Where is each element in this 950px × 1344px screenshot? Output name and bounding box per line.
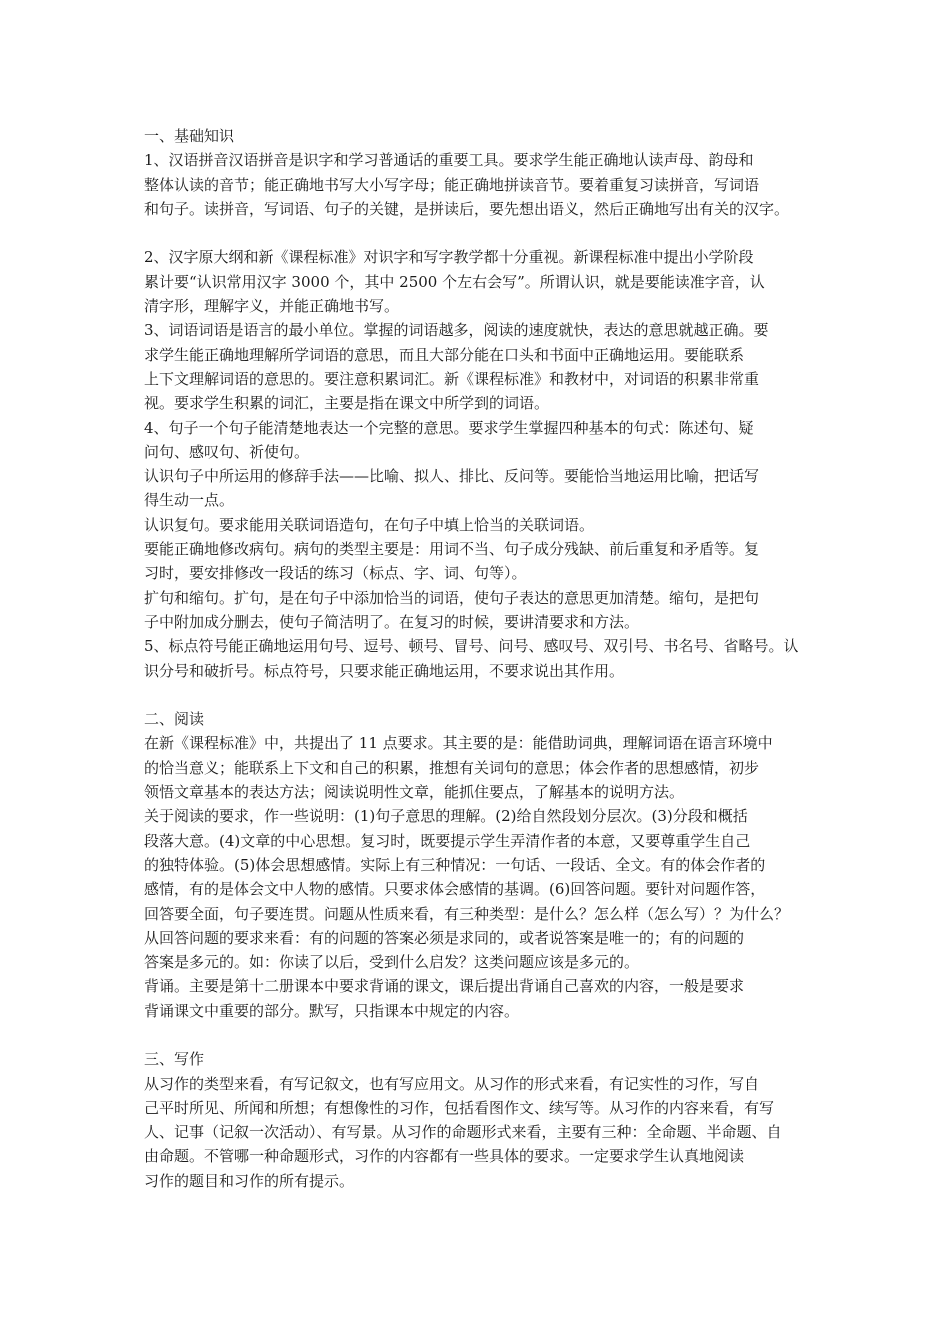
paragraph-line: 3、词语词语是语言的最小单位。掌握的词语越多，阅读的速度就快，表达的意思就越正确。要 [144,321,769,340]
paragraph-line: 关于阅读的要求，作一些说明：(1)句子意思的理解。(2)给自然段划分层次。(3)分段和概括 [144,807,748,826]
paragraph-line: 视。要求学生积累的词汇，主要是指在课文中所学到的词语。 [144,394,550,413]
section-heading: 三、写作 [144,1050,205,1069]
paragraph-line: 习作的题目和习作的所有提示。 [144,1171,355,1190]
paragraph-line: 扩句和缩句。扩句，是在句子中添加恰当的词语，使句子表达的意思更加清楚。缩句，是把句 [144,588,760,607]
paragraph-line: 在新《课程标准》中，共提出了 11 点要求。其主要的是：能借助词典，理解词语在语言环境中 [144,734,773,753]
paragraph-line: 背诵课文中重要的部分。默写，只指课本中规定的内容。 [144,1001,520,1020]
section-heading: 一、基础知识 [144,127,235,145]
blank-line [144,1023,824,1047]
paragraph-line: 由命题。不管哪一种命题形式，习作的内容都有一些具体的要求。一定要求学生认真地阅读 [144,1147,745,1166]
blank-line [144,683,824,707]
paragraph-line: 4、句子一个句子能清楚地表达一个完整的意思。要求学生掌握四种基本的句式：陈述句、疑 [144,418,754,437]
paragraph-line: 背诵。主要是第十二册课本中要求背诵的课文，课后提出背诵自己喜欢的内容，一般是要求 [144,977,745,996]
paragraph-line: 要能正确地修改病句。病句的类型主要是：用词不当、句子成分残缺、前后重复和矛盾等。复 [144,540,760,559]
paragraph-line: 子中附加成分删去，使句子简洁明了。在复习的时候，要讲清要求和方法。 [144,612,640,631]
paragraph-line: 己平时所见、所闻和所想；有想像性的习作，包括看图作文、续写等。从习作的内容来看，有写 [144,1098,775,1117]
section-heading: 二、阅读 [144,710,205,729]
paragraph-line: 上下文理解词语的意思的。要注意积累词汇。新《课程标准》和教材中，对词语的积累非常重 [144,369,760,388]
paragraph-line: 整体认读的音节；能正确地书写大小写字母；能正确地拼读音节。要着重复习读拼音，写词语 [144,175,760,194]
paragraph-line: 的独特体验。(5)体会思想感情。实际上有三种情况：一句话、一段话、全文。有的体会作者的 [144,855,766,874]
paragraph-line: 5、标点符号能正确地运用句号、逗号、顿号、冒号、问号、感叹号、双引号、书名号、省略号。认 [144,637,799,656]
blank-line [144,221,824,245]
paragraph-line: 回答要全面，句子要连贯。问题从性质来看，有三种类型：是什么？怎么样（怎么写）？为什么？ [144,904,790,923]
paragraph-line: 问句、感叹句、祈使句。 [144,442,310,461]
paragraph-line: 习时，要安排修改一段话的练习（标点、字、词、句等）。 [144,564,527,583]
paragraph-line: 2、汉字原大纲和新《课程标准》对识字和写字教学都十分重视。新课程标准中提出小学阶段 [144,248,754,267]
paragraph-line: 和句子。读拼音，写词语、句子的关键，是拼读后，要先想出语义，然后正确地写出有关的汉字。 [144,199,790,218]
paragraph-line: 求学生能正确地理解所学词语的意思，而且大部分能在口头和书面中正确地运用。要能联系 [144,345,745,364]
paragraph-line: 1、汉语拼音汉语拼音是识字和学习普通话的重要工具。要求学生能正确地认读声母、韵母和 [144,151,754,170]
document-page [144,124,824,1193]
paragraph-line: 识分号和破折号。标点符号，只要求能正确地运用，不要求说出其作用。 [144,661,625,680]
paragraph-line: 从回答问题的要求来看：有的问题的答案必须是求同的，或者说答案是唯一的；有的问题的 [144,928,745,947]
paragraph-line: 感情，有的是体会文中人物的感情。只要求体会感情的基调。(6)回答问题。要针对问题作答， [144,880,766,899]
paragraph-line: 认识句子中所运用的修辞手法——比喻、拟人、排比、反问等。要能恰当地运用比喻，把话写 [144,467,760,486]
paragraph-line: 认识复句。要求能用关联词语造句，在句子中填上恰当的关联词语。 [144,515,595,534]
paragraph-line: 清字形，理解字义，并能正确地书写。 [144,297,400,316]
paragraph-line: 答案是多元的。如：你读了以后，受到什么启发？这类问题应该是多元的。 [144,953,640,972]
paragraph-line: 人、记事（记叙一次活动）、有写景。从习作的命题形式来看，主要有三种：全命题、半命题、自 [144,1123,782,1142]
paragraph-line: 领悟文章基本的表达方法；阅读说明性文章，能抓住要点，了解基本的说明方法。 [144,783,685,802]
paragraph-line: 从习作的类型来看，有写记叙文，也有写应用文。从习作的形式来看，有记实性的习作，写自 [144,1074,760,1093]
paragraph-line: 累计要“认识常用汉字 3000 个，其中 2500 个左右会写”。所谓认识，就是要能读准字音，认 [144,272,765,291]
paragraph-line: 的恰当意义；能联系上下文和自己的积累，推想有关词句的意思；体会作者的思想感情，初步 [144,758,760,777]
paragraph-line: 段落大意。(4)文章的中心思想。复习时，既要提示学生弄清作者的本意，又要尊重学生自己 [144,831,751,850]
paragraph-line: 得生动一点。 [144,491,235,510]
